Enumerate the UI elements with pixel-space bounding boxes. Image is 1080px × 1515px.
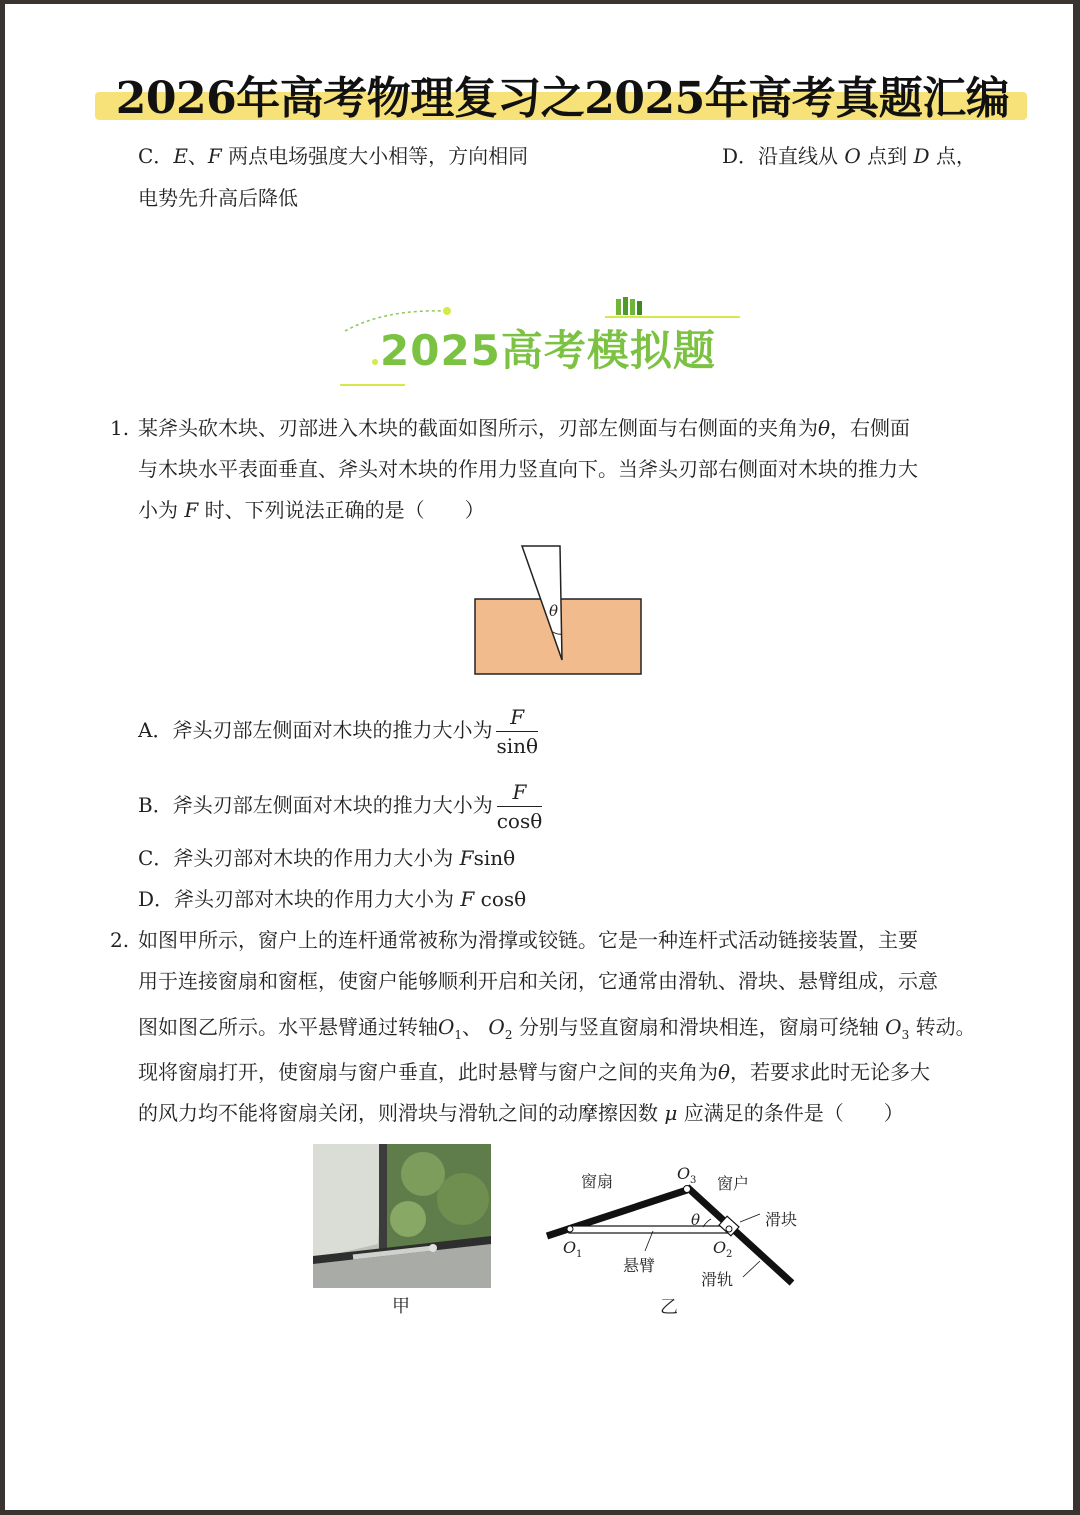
figure-jia-caption: 甲 — [392, 1296, 410, 1317]
q1-option-b: B．斧头刃部左侧面对木块的推力大小为 $\frac{F}{\cos\theta}$ — [138, 780, 543, 833]
photo-illustration — [313, 1144, 491, 1288]
label-theta: θ — [691, 1211, 701, 1229]
rail-leader — [743, 1261, 760, 1277]
q2-number: 2. — [110, 928, 130, 952]
q2-line4: 现将窗扇打开，使窗扇与窗户垂直，此时悬臂与窗户之间的夹角为θ，若要求此时无论多大 — [138, 1060, 931, 1084]
q1-line1: 某斧头砍木块、刃部进入木块的截面如图所示，刃部左侧面与右侧面的夹角为θ，右侧面 — [138, 416, 911, 440]
label-arm: 悬臂 — [623, 1256, 656, 1275]
header — [95, 62, 1030, 124]
prev-option-d: D．沿直线从 O 点到 D 点， — [722, 144, 976, 168]
hinge-diagram — [535, 1159, 815, 1294]
pivot-o3 — [684, 1186, 691, 1193]
dot-accent — [443, 307, 451, 315]
q1-line3: 小为 F 时、下列说法正确的是（ ） — [138, 498, 485, 522]
q1-figure — [470, 542, 655, 682]
q1-line2: 与木块水平表面垂直、斧头对木块的作用力竖直向下。当斧头刃部右侧面对木块的推力大 — [138, 457, 918, 481]
label-o1: O — [563, 1238, 577, 1257]
label-slider: 滑块 — [765, 1210, 798, 1229]
books-icon — [616, 297, 642, 315]
dot-accent-small — [372, 359, 378, 365]
slider-leader — [740, 1214, 760, 1222]
q2-line1: 如图甲所示，窗户上的连杆通常被称为滑撑或铰链。它是一种连杆式活动链接装置，主要 — [138, 928, 918, 952]
label-o3-sub: 3 — [690, 1175, 697, 1186]
prev-option-c-continued: 电势先升高后降低 — [138, 186, 298, 210]
theta-label: θ — [549, 602, 559, 620]
photo-window-hinge — [313, 1144, 491, 1288]
page-title: 2026年高考物理复习之2025年高考真题汇编 — [115, 73, 1010, 124]
prev-option-c: C．E、F 两点电场强度大小相等，方向相同 — [138, 144, 529, 168]
figure-yi-caption: 乙 — [660, 1297, 678, 1318]
q1-number: 1. — [110, 416, 130, 440]
q1-option-a: A．斧头刃部左侧面对木块的推力大小为 $\frac{F}{\sin\theta}$ — [138, 705, 539, 758]
label-o2: O — [713, 1238, 727, 1257]
window-frame-bar — [687, 1187, 792, 1283]
q1-option-d: D．斧头刃部对木块的作用力大小为 F cosθ — [138, 887, 527, 911]
pivot-o1 — [567, 1226, 573, 1232]
label-o1-sub: 1 — [576, 1249, 583, 1260]
arm-leader — [645, 1231, 653, 1251]
q1-option-c: C．斧头刃部对木块的作用力大小为 Fsinθ — [138, 846, 516, 870]
q2-line5: 的风力均不能将窗扇关闭，则滑块与滑轨之间的动摩擦因数 μ 应满足的条件是（ ） — [138, 1101, 904, 1125]
label-o2-sub: 2 — [726, 1249, 733, 1260]
section-title: 2025高考模拟题 — [380, 326, 716, 375]
label-sash: 窗扇 — [581, 1172, 614, 1191]
q2-line3: 图如图乙所示。水平悬臂通过转轴$O_1$、 $O_2$ 分别与竖直窗扇和滑块相连，窗扇可绕轴 $O_3$ 转动。 — [138, 1015, 976, 1042]
label-window: 窗户 — [717, 1174, 750, 1193]
q2-line2: 用于连接窗扇和窗框，使窗户能够顺利开启和关闭，它通常由滑轨、滑块、悬臂组成，示意 — [138, 969, 938, 993]
pivot-o2 — [726, 1226, 732, 1232]
document-page — [5, 4, 1073, 1510]
label-o3: O — [677, 1164, 691, 1183]
arm-bar — [569, 1226, 729, 1233]
label-rail: 滑轨 — [701, 1270, 734, 1289]
